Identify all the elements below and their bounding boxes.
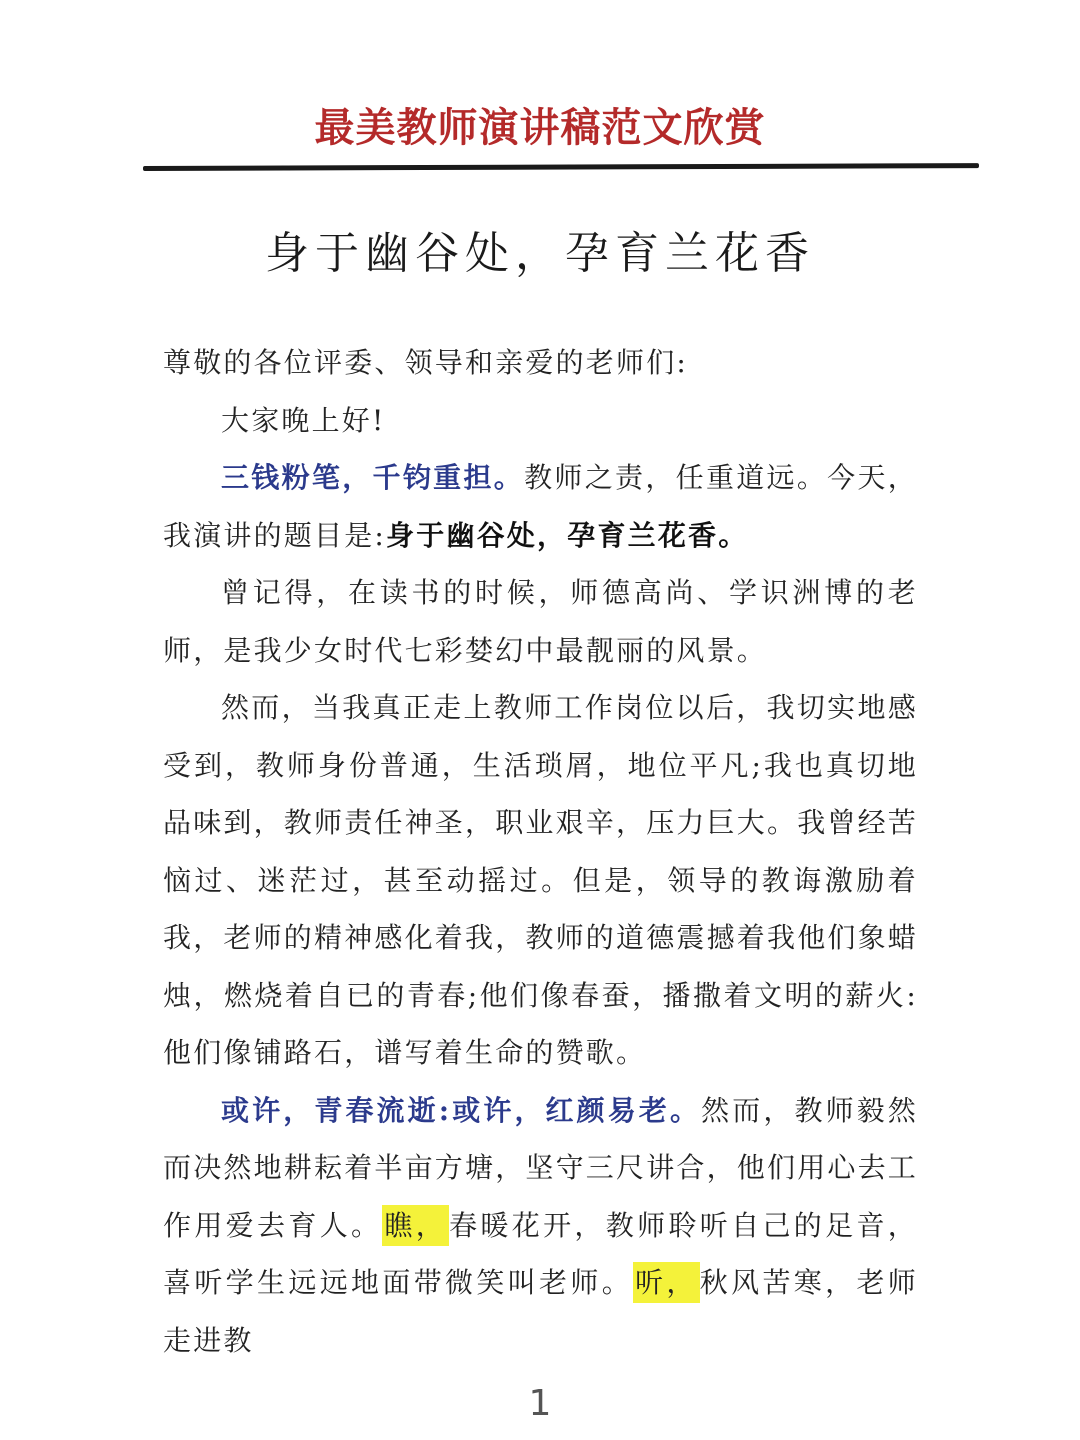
- lead-sentence: 或许，青春流逝:或许，红颜易老。: [221, 1093, 702, 1127]
- salutation-paragraph: 尊敬的各位评委、领导和亲爱的老师们:: [163, 346, 689, 379]
- speech-body: [163, 334, 918, 1369]
- paragraph-text: 春暖花开，教师聆听自己的足音，喜听学生远远地面带微笑叫老师。: [163, 1208, 918, 1299]
- page-number: 1: [528, 1383, 552, 1424]
- speech-topic: 身于幽谷处，孕育兰花香。: [386, 518, 749, 552]
- paragraph-text: 秋风苦寒，老师走进教: [163, 1266, 918, 1357]
- paragraph-2: 曾记得，在读书的时候，师德高尚、学识洲博的老师，是我少女时代七彩婪幻中最靓丽的风景。: [163, 576, 918, 667]
- paragraph-text: 教师之责，任重道远。今天，我演讲的题目是:: [163, 461, 918, 552]
- highlighted-word: 瞧，: [382, 1205, 449, 1246]
- highlighted-word: 听，: [633, 1262, 700, 1303]
- header-title: 最美教师演讲稿范文欣赏: [314, 105, 766, 151]
- paragraph-1: [163, 449, 918, 564]
- lead-sentence: 三钱粉笔，千钧重担。: [221, 461, 525, 494]
- greeting-paragraph: 大家晚上好!: [221, 403, 386, 437]
- paragraph-text: 然而，教师毅然而决然地耕耘着半亩方塘，坚守三尺讲合，他们用心去工作用爱去育人。: [163, 1093, 919, 1242]
- paragraph-3: 然而，当我真正走上教师工作岗位以后，我切实地感受到，教师身份普通，生活琐屑，地位平凡;我也真切地品味到，教师责任神圣，职业艰辛，压力巨大。我曾经苦恼过、迷茫过，甚至动摇过。但是，领导的教诲激励着我，老师的精神感化着我，教师的道德震撼着我他们象蜡烛，燃烧着自已的青春;他们像春蚕，播撒着文明的薪火:他们像铺路石，谱写着生命的赞歌。: [163, 691, 919, 1069]
- speech-title: 身于幽谷处，孕育兰花香: [265, 228, 815, 279]
- paragraph-4: [163, 1082, 918, 1370]
- header-divider: [143, 163, 979, 171]
